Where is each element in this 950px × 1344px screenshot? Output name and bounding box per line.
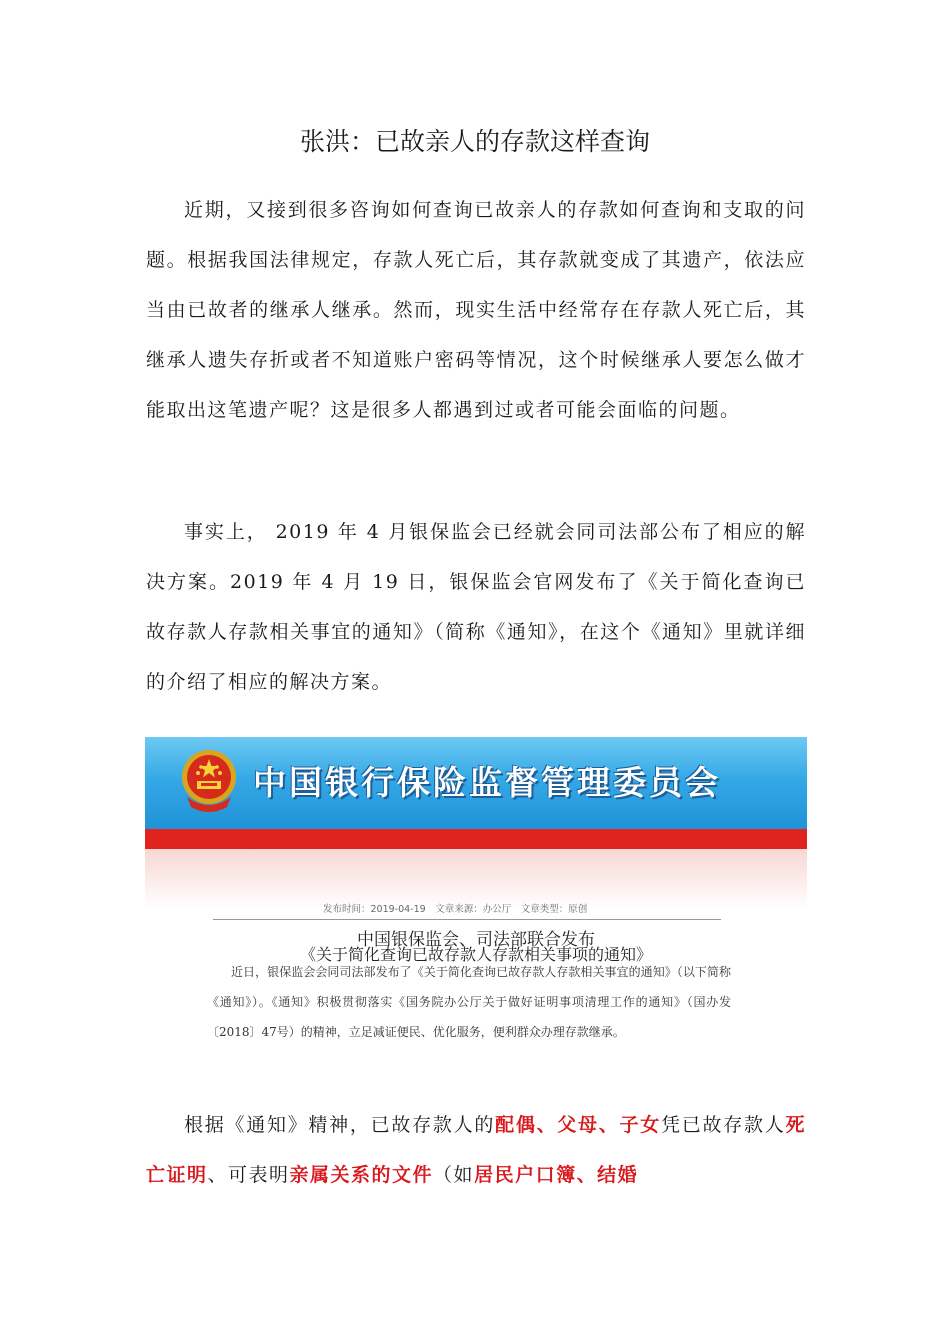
cbirc-notice-screenshot [145, 737, 807, 1073]
req-highlight-household: 居民户口簿、结婚 [474, 1164, 639, 1186]
req-text-4: （如 [433, 1164, 475, 1186]
notice-meta: 发布时间：2019-04-19 文章来源：办公厅 文章类型：原创 [323, 904, 588, 915]
banner-fade [145, 849, 807, 909]
req-text-3: 、可表明 [207, 1164, 290, 1186]
article-title: 张洪：已故亲人的存款这样查询 [299, 127, 650, 156]
banner-red-strip [145, 829, 807, 849]
meta-divider [213, 919, 721, 920]
notice-body-text: 近日，银保监会会同司法部发布了《关于简化查询已故存款人存款相关事宜的通知》（以下简称《通知》）。《通知》积极贯彻落实《国务院办公厅关于做好证明事项清理工作的通知》（国办发〔2018〕47号）的精神，立足减证便民、优化服务，便利群众办理存款继承。 [207, 965, 731, 1039]
paragraph-requirements-text [146, 1100, 806, 1200]
paragraph-intro [146, 185, 806, 435]
req-highlight-death-cert: 死亡证明 [146, 1114, 806, 1186]
paragraph-solution-text: 事实上， 2019 年 4 月银保监会已经就会同司法部公布了相应的解决方案。2019 年 4 月 19 日，银保监会官网发布了《关于简化查询已故存款人存款相关事宜的通知》（简称《通知》，在这个《通知》里就详细的介绍了相应的解决方案。 [146, 521, 806, 693]
national-emblem-icon [179, 747, 239, 813]
notice-heading-1: 中国银保监会、司法部联合发布 [357, 930, 595, 950]
paragraph-solution [146, 507, 806, 707]
notice-heading-2: 《关于简化查询已故存款人存款相关事项的通知》 [299, 945, 652, 964]
req-highlight-relatives: 配偶、父母、子女 [495, 1114, 662, 1136]
req-text-1: 根据《通知》精神，已故存款人的 [184, 1114, 496, 1136]
req-text-2: 凭已故存款人 [661, 1114, 786, 1136]
notice-body [207, 957, 731, 1047]
paragraph-intro-text: 近期，又接到很多咨询如何查询已故亲人的存款如何查询和支取的问题。根据我国法律规定，存款人死亡后，其存款就变成了其遗产，依法应当由已故者的继承人继承。然而，现实生活中经常存在存款人死亡后，其继承人遗失存折或者不知道账户密码等情况，这个时候继承人要怎么做才能取出这笔遗产呢？这是很多人都遇到过或者可能会面临的问题。 [146, 199, 806, 421]
req-highlight-kinship-doc: 亲属关系的文件 [289, 1164, 434, 1186]
regulator-name: 中国银行保险监督管理委员会 [253, 763, 721, 802]
paragraph-requirements [146, 1100, 806, 1200]
